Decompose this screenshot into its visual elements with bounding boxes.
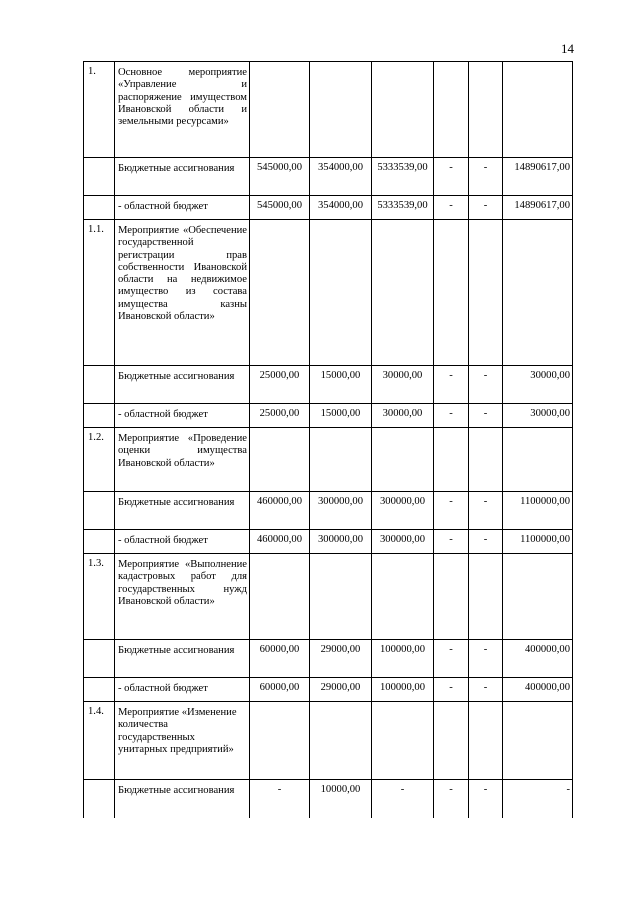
value-cell-3: 30000,00 <box>372 366 434 404</box>
table-row-measure <box>84 62 573 158</box>
row-number-cell: 1. <box>84 62 115 158</box>
value-cell-2 <box>310 554 372 640</box>
value-cell-3: - <box>372 780 434 818</box>
table-row-measure <box>84 220 573 366</box>
row-number-cell <box>84 678 115 702</box>
value-cell-6 <box>503 702 573 780</box>
table-row-measure <box>84 554 573 640</box>
row-label-cell: Бюджетные ассигнования <box>115 492 250 530</box>
value-cell-1 <box>250 554 310 640</box>
value-cell-5: - <box>469 404 503 428</box>
value-cell-1: 545000,00 <box>250 196 310 220</box>
table-row-budget <box>84 640 573 678</box>
value-cell-6: 30000,00 <box>503 366 573 404</box>
table-row-budget <box>84 404 573 428</box>
value-cell-2: 15000,00 <box>310 366 372 404</box>
value-cell-5 <box>469 220 503 366</box>
value-cell-5 <box>469 554 503 640</box>
value-cell-5: - <box>469 640 503 678</box>
value-cell-3: 5333539,00 <box>372 158 434 196</box>
value-cell-1 <box>250 702 310 780</box>
value-cell-3 <box>372 220 434 366</box>
row-label-cell: Бюджетные ассигнования <box>115 640 250 678</box>
value-cell-1 <box>250 428 310 492</box>
value-cell-5: - <box>469 530 503 554</box>
value-cell-6: - <box>503 780 573 818</box>
value-cell-5: - <box>469 196 503 220</box>
row-number-cell <box>84 530 115 554</box>
value-cell-4 <box>434 220 469 366</box>
row-label-cell: - областной бюджет <box>115 404 250 428</box>
value-cell-6: 14890617,00 <box>503 196 573 220</box>
row-label-cell: Бюджетные ассигнования <box>115 780 250 818</box>
value-cell-2: 354000,00 <box>310 158 372 196</box>
value-cell-1: 460000,00 <box>250 492 310 530</box>
value-cell-4 <box>434 428 469 492</box>
value-cell-4: - <box>434 780 469 818</box>
value-cell-4: - <box>434 158 469 196</box>
table-row-budget <box>84 780 573 818</box>
value-cell-3: 5333539,00 <box>372 196 434 220</box>
row-number-cell: 1.3. <box>84 554 115 640</box>
value-cell-1: 25000,00 <box>250 404 310 428</box>
table-body <box>84 62 573 818</box>
value-cell-4: - <box>434 366 469 404</box>
row-number-cell <box>84 158 115 196</box>
row-number-cell <box>84 640 115 678</box>
row-label-cell: Мероприятие «Проведение оценки имущества Ивановской области» <box>115 428 250 492</box>
value-cell-1: - <box>250 780 310 818</box>
table-row-budget <box>84 196 573 220</box>
table-row-measure <box>84 428 573 492</box>
value-cell-2: 29000,00 <box>310 678 372 702</box>
row-label-cell: Мероприятие «Обеспечение государственной регистрации прав собственности Ивановской области на недвижимое имущество из состава имущества казны Ивановской области» <box>115 220 250 366</box>
value-cell-5: - <box>469 158 503 196</box>
value-cell-3: 100000,00 <box>372 678 434 702</box>
row-label-cell: Мероприятие «Изменение количества государственных унитарных предприятий» <box>115 702 250 780</box>
row-number-cell: 1.1. <box>84 220 115 366</box>
table-row-measure <box>84 702 573 780</box>
table-row-budget <box>84 492 573 530</box>
row-label-cell: Основное мероприятие «Управление и распоряжение имуществом Ивановской области и земельными ресурсами» <box>115 62 250 158</box>
table-row-budget <box>84 678 573 702</box>
value-cell-5 <box>469 62 503 158</box>
row-number-cell <box>84 780 115 818</box>
row-label-cell: - областной бюджет <box>115 196 250 220</box>
value-cell-4 <box>434 554 469 640</box>
value-cell-1: 60000,00 <box>250 640 310 678</box>
value-cell-6: 30000,00 <box>503 404 573 428</box>
value-cell-6 <box>503 220 573 366</box>
row-number-cell <box>84 196 115 220</box>
value-cell-2: 29000,00 <box>310 640 372 678</box>
value-cell-1: 60000,00 <box>250 678 310 702</box>
row-number-cell <box>84 366 115 404</box>
value-cell-5: - <box>469 780 503 818</box>
value-cell-6 <box>503 62 573 158</box>
value-cell-4: - <box>434 678 469 702</box>
value-cell-6: 400000,00 <box>503 678 573 702</box>
value-cell-6: 400000,00 <box>503 640 573 678</box>
page-number: 14 <box>561 41 574 56</box>
value-cell-2: 300000,00 <box>310 530 372 554</box>
value-cell-2: 354000,00 <box>310 196 372 220</box>
value-cell-2 <box>310 702 372 780</box>
row-number-cell: 1.2. <box>84 428 115 492</box>
row-number-cell: 1.4. <box>84 702 115 780</box>
value-cell-3 <box>372 554 434 640</box>
value-cell-1: 545000,00 <box>250 158 310 196</box>
value-cell-6 <box>503 428 573 492</box>
value-cell-6: 1100000,00 <box>503 492 573 530</box>
value-cell-2 <box>310 428 372 492</box>
value-cell-1: 25000,00 <box>250 366 310 404</box>
value-cell-4: - <box>434 404 469 428</box>
value-cell-3: 300000,00 <box>372 492 434 530</box>
value-cell-6 <box>503 554 573 640</box>
table-row-budget <box>84 158 573 196</box>
value-cell-5: - <box>469 366 503 404</box>
value-cell-3: 300000,00 <box>372 530 434 554</box>
row-label-cell: - областной бюджет <box>115 530 250 554</box>
value-cell-4: - <box>434 492 469 530</box>
value-cell-4: - <box>434 640 469 678</box>
value-cell-4: - <box>434 196 469 220</box>
value-cell-4 <box>434 62 469 158</box>
value-cell-2 <box>310 62 372 158</box>
row-label-cell: - областной бюджет <box>115 678 250 702</box>
value-cell-4 <box>434 702 469 780</box>
value-cell-3: 100000,00 <box>372 640 434 678</box>
value-cell-1 <box>250 220 310 366</box>
row-label-cell: Мероприятие «Выполнение кадастровых работ для государственных нужд Ивановской области» <box>115 554 250 640</box>
value-cell-4: - <box>434 530 469 554</box>
row-number-cell <box>84 492 115 530</box>
row-label-cell: Бюджетные ассигнования <box>115 366 250 404</box>
budget-table <box>83 61 573 818</box>
value-cell-2: 300000,00 <box>310 492 372 530</box>
value-cell-1 <box>250 62 310 158</box>
value-cell-5 <box>469 702 503 780</box>
value-cell-2 <box>310 220 372 366</box>
value-cell-5: - <box>469 492 503 530</box>
row-number-cell <box>84 404 115 428</box>
table-row-budget <box>84 366 573 404</box>
value-cell-6: 1100000,00 <box>503 530 573 554</box>
value-cell-1: 460000,00 <box>250 530 310 554</box>
value-cell-3 <box>372 702 434 780</box>
value-cell-3: 30000,00 <box>372 404 434 428</box>
value-cell-5: - <box>469 678 503 702</box>
table-row-budget <box>84 530 573 554</box>
value-cell-2: 15000,00 <box>310 404 372 428</box>
value-cell-3 <box>372 62 434 158</box>
value-cell-6: 14890617,00 <box>503 158 573 196</box>
value-cell-2: 10000,00 <box>310 780 372 818</box>
row-label-cell: Бюджетные ассигнования <box>115 158 250 196</box>
value-cell-5 <box>469 428 503 492</box>
value-cell-3 <box>372 428 434 492</box>
